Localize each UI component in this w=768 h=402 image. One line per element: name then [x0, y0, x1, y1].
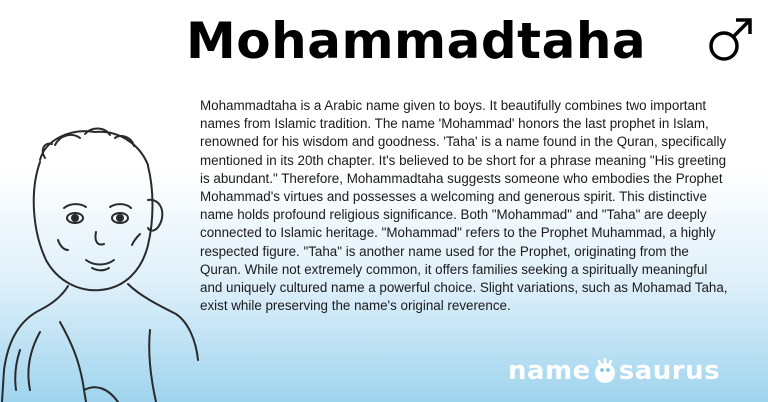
logo-text-name: name	[508, 356, 591, 386]
baby-illustration	[0, 100, 200, 402]
namesaurus-logo	[508, 354, 720, 388]
logo-text-saurus: saurus	[618, 356, 721, 386]
male-symbol-icon	[704, 14, 756, 66]
name-description: Mohammadtaha is a Arabic name given to boys. It beautifully combines two important names from Islamic tradition. The name 'Mohammad' honors the last prophet in Islam, renowned for his wisdom and goodness. 'Taha' is a name found in the Quran, specifically mentioned in its 20th chapter. It's believed to be short for a phrase meaning "His greeting is abundant." Therefore, Mohammadtaha suggests someone who embodies the Prophet Mohammad's virtues and possesses a welcoming and generous spirit. This distinctive name holds profound religious significance. Both "Mohammad" and "Taha" are deeply connected to Islamic heritage. "Mohammad" refers to the Prophet Muhammad, a highly respected figure. "Taha" is another name used for the Prophet, originating from the Quran. While not extremely common, it offers families seeking a spiritually meaningful and uniquely cultured name a powerful choice. Slight variations, such as Mohamad Taha, exist while preserving the name's original reverence.	[200, 98, 728, 314]
dinosaur-mascot-icon	[592, 357, 618, 385]
name-title: Mohammadtaha	[186, 12, 647, 70]
